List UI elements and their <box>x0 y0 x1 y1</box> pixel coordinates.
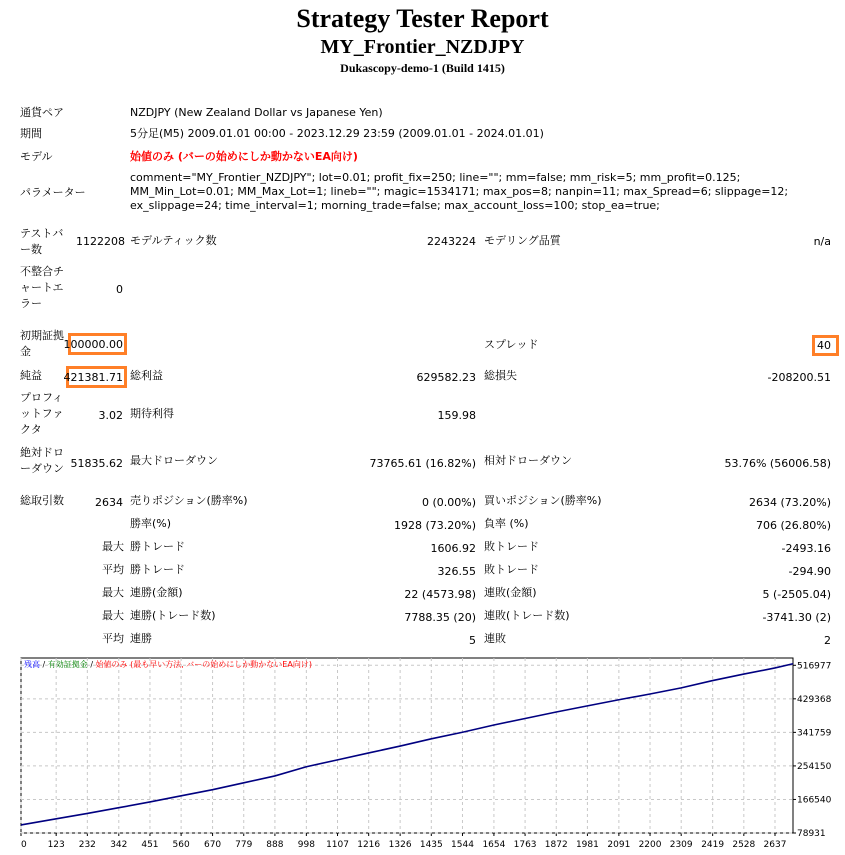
cons-loss-money-label: 連敗(金額) <box>484 586 537 599</box>
x-tick-label: 232 <box>78 840 96 850</box>
x-tick-label: 2200 <box>638 840 662 850</box>
legend-model: 始値のみ (最も早い方法, バーの始めにしか動かないEA向け) <box>95 660 312 669</box>
pf-value: 3.02 <box>98 409 123 422</box>
period-value: 5分足(M5) 2009.01.01 00:00 - 2023.12.29 23:59 (2009.01.01 - 2024.01.01) <box>130 127 544 140</box>
balance-chart <box>0 656 845 855</box>
avg-win-label: 勝トレード <box>130 563 185 576</box>
y-tick-label: 429368 <box>797 694 832 705</box>
max-dd-value: 73765.61 (16.82%) <box>369 457 476 470</box>
long-value: 2634 (73.20%) <box>748 496 831 509</box>
params-label: パラメーター <box>20 186 86 199</box>
y-tick-label: 254150 <box>797 761 832 772</box>
ticks-label: モデルティック数 <box>130 234 217 247</box>
model-label: モデル <box>20 150 53 163</box>
cons-wins-money-label: 連勝(金額) <box>130 586 183 599</box>
quality-value: n/a <box>813 235 831 248</box>
x-tick-label: 1435 <box>419 840 443 850</box>
deposit-value: 100000.00 <box>63 338 123 351</box>
avg-win-value: 326.55 <box>437 565 476 578</box>
x-tick-label: 1107 <box>326 840 349 850</box>
max-dd-label: 最大ドローダウン <box>130 454 218 467</box>
loss-label: 負率 (%) <box>484 517 529 530</box>
avg-label-1: 平均 <box>102 563 124 576</box>
x-tick-label: 670 <box>203 840 222 850</box>
net-value: 421381.71 <box>63 371 123 384</box>
net-label: 純益 <box>20 369 42 382</box>
largest-loss-value: -2493.16 <box>781 542 831 555</box>
model-value: 始値のみ (バーの始めにしか動かないEA向け) <box>130 150 358 163</box>
cons-wins-trades-label: 連勝(トレード数) <box>130 609 216 622</box>
x-tick-label: 779 <box>235 840 253 850</box>
params-value: comment="MY_Frontier_NZDJPY"; lot=0.01; profit_fix=250; line=""; mm=false; mm_risk=5; mm_profit=0.125; MM_Min_Lot=0.01; MM_Max_Lot=1; lineb=""; magic=1534171; max_pos=8; nanpin=11; max_Spread=6; slippage=12; ex_slippage=24; time_interval=1; morning_trade=false; max_account_loss=100; stop_ea=true; <box>130 171 789 212</box>
win-value: 1928 (73.20%) <box>393 519 476 532</box>
legend-equity: 有効証拠金 <box>47 660 88 669</box>
loss-value: 706 (26.80%) <box>755 519 831 532</box>
x-tick-label: 342 <box>110 840 128 850</box>
avg-cons-loss-value: 2 <box>824 634 831 647</box>
x-tick-label: 1872 <box>544 840 568 850</box>
largest-loss-label: 敗トレード <box>484 540 539 553</box>
avg-loss-label: 敗トレード <box>484 563 539 576</box>
x-tick-label: 1326 <box>388 840 412 850</box>
x-tick-label: 2309 <box>669 840 693 850</box>
mismatch-value: 0 <box>116 283 123 296</box>
avg-label-2: 平均 <box>102 632 124 645</box>
avg-cons-wins-label: 連勝 <box>130 632 152 645</box>
x-tick-label: 2091 <box>607 840 631 850</box>
y-tick-label: 516977 <box>797 661 832 672</box>
x-tick-label: 998 <box>297 840 315 850</box>
gross-loss-label: 総損失 <box>484 369 517 382</box>
x-tick-label: 451 <box>141 840 159 850</box>
x-tick-label: 1216 <box>357 840 381 850</box>
symbol-label: 通貨ペア <box>20 106 64 119</box>
avg-cons-loss-label: 連敗 <box>484 632 506 645</box>
x-tick-label: 1654 <box>482 840 506 850</box>
x-tick-label: 123 <box>47 840 65 850</box>
cons-wins-trades-value: 7788.35 (20) <box>404 611 476 624</box>
x-tick-label: 0 <box>21 840 27 850</box>
gross-profit-value: 629582.23 <box>416 371 476 384</box>
abs-dd-value: 51835.62 <box>70 457 123 470</box>
cons-loss-trades-value: -3741.30 (2) <box>762 611 831 624</box>
abs-dd-label: 絶対ドローダウン <box>20 446 64 475</box>
win-label: 勝率(%) <box>130 517 172 530</box>
legend-sep-2: / <box>87 660 96 669</box>
x-tick-label: 1544 <box>451 840 474 850</box>
legend-balance: 残高 <box>24 660 40 669</box>
pf-label: プロフィットファクタ <box>20 391 64 436</box>
gross-loss-value: -208200.51 <box>767 371 831 384</box>
total-trades-value: 2634 <box>95 496 123 509</box>
y-tick-label: 166540 <box>797 795 832 806</box>
symbol-value: NZDJPY (New Zealand Dollar vs Japanese Yen) <box>130 106 383 119</box>
mismatch-label: 不整合チャートエラー <box>20 265 64 310</box>
period-label: 期間 <box>20 127 42 140</box>
cons-wins-money-value: 22 (4573.98) <box>404 588 476 601</box>
max-label-3: 最大 <box>102 609 124 622</box>
ticks-value: 2243224 <box>427 235 476 248</box>
y-tick-label: 78931 <box>797 829 826 839</box>
spread-label: スプレッド <box>484 338 539 351</box>
report-title: Strategy Tester Report <box>296 4 549 33</box>
avg-cons-wins-value: 5 <box>469 634 476 647</box>
y-tick-label: 341759 <box>797 728 832 739</box>
gross-profit-label: 総利益 <box>130 369 163 382</box>
x-tick-label: 1763 <box>513 840 537 850</box>
x-tick-label: 2528 <box>732 840 756 850</box>
deposit-label: 初期証拠金 <box>20 329 64 358</box>
x-tick-label: 2419 <box>701 840 725 850</box>
largest-win-label: 勝トレード <box>130 540 185 553</box>
bars-label: テストバー数 <box>20 227 64 256</box>
short-value: 0 (0.00%) <box>421 496 476 509</box>
rel-dd-label: 相対ドローダウン <box>484 454 572 467</box>
rel-dd-value: 53.76% (56006.58) <box>724 457 831 470</box>
total-trades-label: 総取引数 <box>20 494 64 507</box>
x-tick-label: 888 <box>266 840 284 850</box>
spread-value: 40 <box>817 339 831 352</box>
x-tick-label: 560 <box>172 840 190 850</box>
cons-loss-trades-label: 連敗(トレード数) <box>484 609 570 622</box>
server-name: Dukascopy-demo-1 (Build 1415) <box>340 61 505 75</box>
x-tick-label: 1981 <box>575 840 599 850</box>
expected-value: 159.98 <box>437 409 476 422</box>
legend-sep-1: / <box>40 660 48 669</box>
x-tick-label: 2637 <box>763 840 787 850</box>
plot-frame <box>21 658 793 833</box>
expected-label: 期待利得 <box>130 407 174 420</box>
long-label: 買いポジション(勝率%) <box>484 494 602 507</box>
expert-name: MY_Frontier_NZDJPY <box>320 36 525 58</box>
max-label-2: 最大 <box>102 586 124 599</box>
bars-value: 1122208 <box>76 235 125 248</box>
short-label: 売りポジション(勝率%) <box>130 494 248 507</box>
max-label-1: 最大 <box>102 540 124 553</box>
largest-win-value: 1606.92 <box>430 542 476 555</box>
chart-legend <box>24 659 312 670</box>
cons-loss-money-value: 5 (-2505.04) <box>762 588 831 601</box>
avg-loss-value: -294.90 <box>788 565 831 578</box>
quality-label: モデリング品質 <box>484 234 561 247</box>
